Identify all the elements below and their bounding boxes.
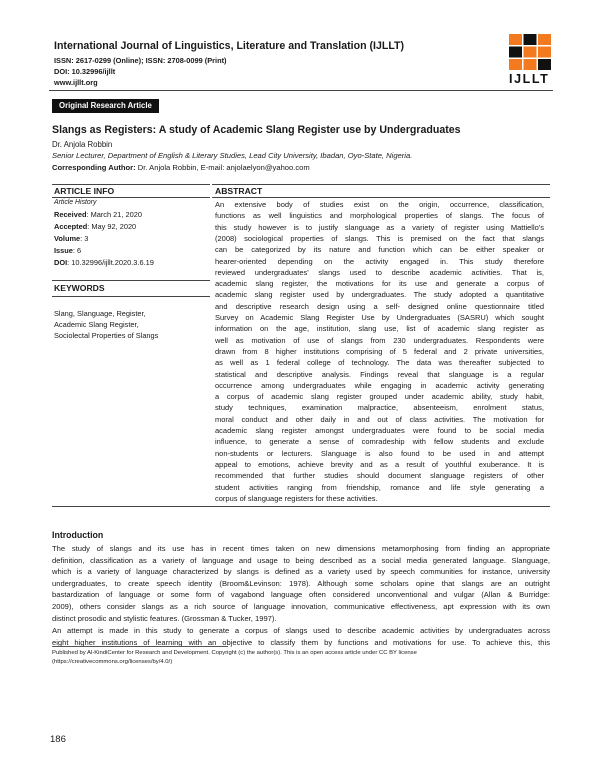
abstract-line: student activities ranging from friendship, romance and life style generating a <box>215 482 544 492</box>
issue-value: : 6 <box>72 246 82 255</box>
logo-square-9 <box>538 59 551 70</box>
license-notice: Published by Al-KindiCenter for Research and Development. Copyright (c) the author(s). This is an open access article under CC BY license <box>52 650 417 656</box>
intro-paragraph-line: The study of slangs and its use has in recent times taken on new dimensions metamorphosing from finding an appropriate <box>52 544 550 553</box>
article-type-badge: Original Research Article <box>52 99 159 113</box>
abstract-line: appeal to emotions, achieve brevity and as a result of youthful exuberance. It is <box>215 459 544 469</box>
volume-value: : 3 <box>80 234 89 243</box>
abstract-line: this study however is to justify slanguage as a variety of register using Mattiello's <box>215 222 544 232</box>
abstract-line: influence, to generate a sense of comradeship with fellow students and exclude <box>215 437 544 447</box>
abstract-line: (2008) sociological properties of slangs. This is premised on the fact that slangs <box>215 233 544 243</box>
abstract-line: a corpus of academic slang register grouped under academic ability, study habit, <box>215 392 544 402</box>
issue-label: Issue <box>54 246 73 255</box>
accepted-date <box>54 222 136 231</box>
article-history-label: Article History <box>54 199 97 206</box>
abstract-line: Survey on Academic Slang Register Use by Undergraduates (SASRU) which sought <box>215 313 544 322</box>
abstract-line: reviewed undergraduates' slangs used to describe academic activities. That is, <box>215 267 544 277</box>
intro-paragraph-line: which is a variety of language characterized by slangs is defined as a variety used by speech communities for instance, university <box>52 567 550 577</box>
abstract-head-rule <box>212 197 550 198</box>
footer-divider <box>52 646 228 647</box>
journal-website-link[interactable]: www.ijllt.org <box>54 78 98 87</box>
license-link[interactable]: (https://creativecommons.org/licenses/by/4.0/) <box>52 659 173 665</box>
keywords-line: Academic Slang Register, <box>54 320 139 329</box>
doi-value[interactable]: : 10.32996/ijllt.2020.3.6.19 <box>67 258 154 267</box>
intro-paragraph-line: undergraduates, to create speech identity (Broom&Levinson: 1978). Although some scholars opine that slangs are an outright <box>52 578 550 588</box>
keywords-line: Slang, Slanguage, Register, <box>54 309 146 318</box>
corresponding-author <box>52 163 310 172</box>
doi-label: DOI <box>54 258 68 267</box>
keywords-head-rule <box>52 296 210 297</box>
abstract-line: non-students or lecturers. Slanguage is also found to be used in and attempt <box>215 448 544 458</box>
abstract-line: information on the age, institution, slang use, list of academic slang register as <box>215 324 544 334</box>
keywords-line: Sociolectal Properties of Slangs <box>54 331 159 340</box>
intro-paragraph-line: definition, classification as a variety of language and usage to being described as a social media generated language. Slanguage, <box>52 555 550 565</box>
issue-number <box>54 246 81 255</box>
journal-doi: DOI: 10.32996/ijllt <box>54 67 116 76</box>
introduction-heading: Introduction <box>52 530 104 540</box>
abstract-line: academic slang register amongst undergraduates were found to be social media <box>215 426 544 435</box>
logo-square-5 <box>524 47 537 58</box>
page-number: 186 <box>50 734 66 745</box>
logo-square-1 <box>509 34 522 45</box>
article-doi[interactable] <box>54 258 154 267</box>
accepted-value: : May 92, 2020 <box>87 222 137 231</box>
abstract-line: drawn from 8 higher institutions comprising of 5 federal and 2 private universities, <box>215 346 544 356</box>
abstract-line: as well as 1 federal college of technology. The data was thereafter subjected to <box>215 358 544 368</box>
abstract-line: moral conduct and other daily in and out of class activities. The motivation for <box>215 414 544 424</box>
corresponding-label: Corresponding Author: <box>52 163 136 172</box>
intro-paragraph-line: An attempt is made in this study to generate a corpus of slangs used to describe academic activities by undergraduates across <box>52 626 550 635</box>
abstract-line: functions as well linguistics and morphological properties of slangs. The focus of <box>215 211 544 221</box>
intro-paragraph-line: distinct prosodic and stylistic features. (Grossman & Tucker, 1997). <box>52 613 277 623</box>
abstract-line: study techniques, examination malpractice, absenteeism, enrolment status, <box>215 403 544 413</box>
corresponding-details: Dr. Anjola Robbin, E-mail: anjolaelyon@yahoo.com <box>135 163 310 172</box>
abstract-line: corpus of slanguage registers for these activities. <box>215 493 378 503</box>
abstract-line: academic slang register, the motivations for its use and generate a corpus of <box>215 279 544 289</box>
article-info-heading: ARTICLE INFO <box>54 186 115 196</box>
logo-text: IJLLT <box>509 72 550 86</box>
logo-square-2 <box>524 34 537 45</box>
abstract-line: recommended that further studies should document slanguage registers of other <box>215 471 544 481</box>
abstract-line: An extensive body of studies exist on the origin, occurrence, classification, <box>215 200 544 209</box>
article-info-top-rule <box>52 184 210 185</box>
volume-label: Volume <box>54 234 81 243</box>
intro-paragraph-line: eight higher institutions of learning with an objective to classify them by functions and motivations for use. To achieve this, this <box>52 637 550 647</box>
keywords-top-rule <box>52 280 210 281</box>
abstract-line: statistical and descriptive analysis. Findings reveal that slanguage is a regular <box>215 369 544 379</box>
logo-square-6 <box>538 47 551 58</box>
article-title: Slangs as Registers: A study of Academic Slang Register use by Undergraduates <box>52 124 461 136</box>
abstract-line: academic slang register used by undergraduates. The study adopted a quantitative <box>215 290 544 300</box>
abstract-top-rule <box>212 184 550 185</box>
received-value: : March 21, 2020 <box>86 210 142 219</box>
logo-square-7 <box>509 59 522 70</box>
accepted-label: Accepted <box>54 222 88 231</box>
received-label: Received <box>54 210 87 219</box>
logo-square-3 <box>538 34 551 45</box>
intro-paragraph-line: bastardization of language or some form of vagabond language often considered unconventional and vulgar (Allan & Burridge: <box>52 590 550 600</box>
author-name: Dr. Anjola Robbin <box>52 140 113 149</box>
received-date <box>54 210 142 219</box>
journal-title: International Journal of Linguistics, Literature and Translation (IJLLT) <box>54 40 405 52</box>
article-info-head-rule <box>52 197 210 198</box>
abstract-line: well as motivation of use of slangs from 230 undergraduates. Respondents were <box>215 335 544 345</box>
abstract-line: occurrence among undergraduates while engaging in academic activity generating <box>215 380 544 390</box>
issn-line: ISSN: 2617-0299 (Online); ISSN: 2708-0099 (Print) <box>54 56 227 65</box>
intro-paragraph-line: 2009), others consider slangs as a rich source of language innovation, communicative effectiveness, apt expression with its own <box>52 602 550 611</box>
journal-logo-icon <box>509 34 551 70</box>
abstract-bottom-rule <box>52 506 550 507</box>
keywords-heading: KEYWORDS <box>54 283 105 293</box>
abstract-line: hearer-oriented depending on the activity engaged in. This study therefore <box>215 256 544 266</box>
logo-square-8 <box>524 59 537 70</box>
volume-number <box>54 234 88 243</box>
logo-square-4 <box>509 47 522 58</box>
header-divider <box>49 90 553 91</box>
author-affiliation: Senior Lecturer, Department of English & Literary Studies, Lead City University, Ibadan, Oyo-State, Nigeria. <box>52 151 413 160</box>
abstract-line: can be categorized by its nature and function which can be either speaker or <box>215 245 544 255</box>
abstract-line: and descriptive research design using a self- designed online questionnaire titled <box>215 301 544 311</box>
abstract-heading: ABSTRACT <box>215 186 263 196</box>
